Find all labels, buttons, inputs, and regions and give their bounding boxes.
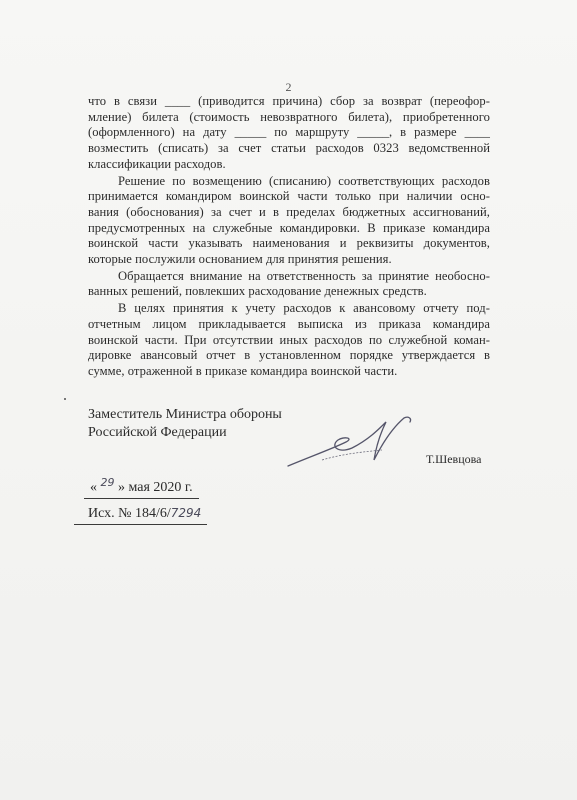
text-line: которые послужили основанием для принятия решения.: [88, 252, 392, 267]
text-line: Решение по возмещению (списанию) соответствующих расходов: [118, 173, 490, 188]
paragraph: [88, 269, 490, 300]
text-line: (оформленного) на дату _____ по маршруту _____, в размере ____: [88, 125, 490, 140]
text-line: предусмотренных на служебные командировки. В приказе командира: [88, 220, 490, 235]
text-line: дировке авансовый отчет в установленном порядке утверждается в: [88, 348, 490, 363]
signatory-name: Т.Шевцова: [426, 452, 482, 466]
date-open-quote: «: [90, 480, 97, 495]
paragraph: [88, 94, 490, 173]
date-day-handwritten: 29: [100, 476, 115, 489]
text-line: В целях принятия к учету расходов к авансовому отчету под-: [118, 301, 490, 316]
text-line: воинской части указывать наименования и реквизиты документов,: [88, 236, 490, 251]
text-line: мление) билета (стоимость невозвратного билета), приобретенного: [88, 109, 490, 124]
signing-date: [90, 476, 193, 496]
handwritten-signature: [282, 408, 430, 478]
margin-mark: [64, 398, 66, 400]
outgoing-number: [88, 506, 201, 522]
paragraph: [88, 174, 490, 268]
text-line: ванных решений, повлекших расходование денежных средств.: [88, 284, 427, 299]
outgoing-prefix: Исх. № 184/6/: [88, 506, 171, 521]
signatory-title-line1: Заместитель Министра обороны: [88, 407, 282, 422]
outgoing-underline: [74, 524, 207, 525]
text-line: отчетным лицом прикладывается выписка из приказа командира: [88, 316, 490, 331]
signatory-title-line2: Российской Федерации: [88, 425, 227, 440]
paragraph: [88, 301, 490, 380]
date-month-year: мая 2020 г.: [128, 480, 193, 495]
text-line: воинской части. При отсутствии иных расходов по служебной коман-: [88, 332, 490, 347]
text-line: классификации расходов.: [88, 156, 226, 171]
signatory-title: [88, 406, 282, 442]
text-line: Обращается внимание на ответственность за принятие необосно-: [118, 268, 490, 283]
date-close-quote: »: [118, 480, 125, 495]
letter-body: [88, 94, 490, 381]
text-line: возместить (списать) за счет статьи расходов 0323 ведомственной: [88, 141, 490, 156]
text-line: принимается командиром воинской части только при наличии осно-: [88, 189, 490, 204]
page-number: 2: [285, 80, 292, 94]
text-line: что в связи ____ (приводится причина) сбор за возврат (переофор-: [88, 94, 490, 108]
date-underline: [84, 498, 199, 499]
outgoing-number-handwritten: 7294: [170, 506, 202, 520]
text-line: вания (обоснования) за счет и в пределах бюджетных ассигнований,: [88, 204, 490, 219]
text-line: сумме, отраженной в приказе командира воинской части.: [88, 363, 398, 378]
